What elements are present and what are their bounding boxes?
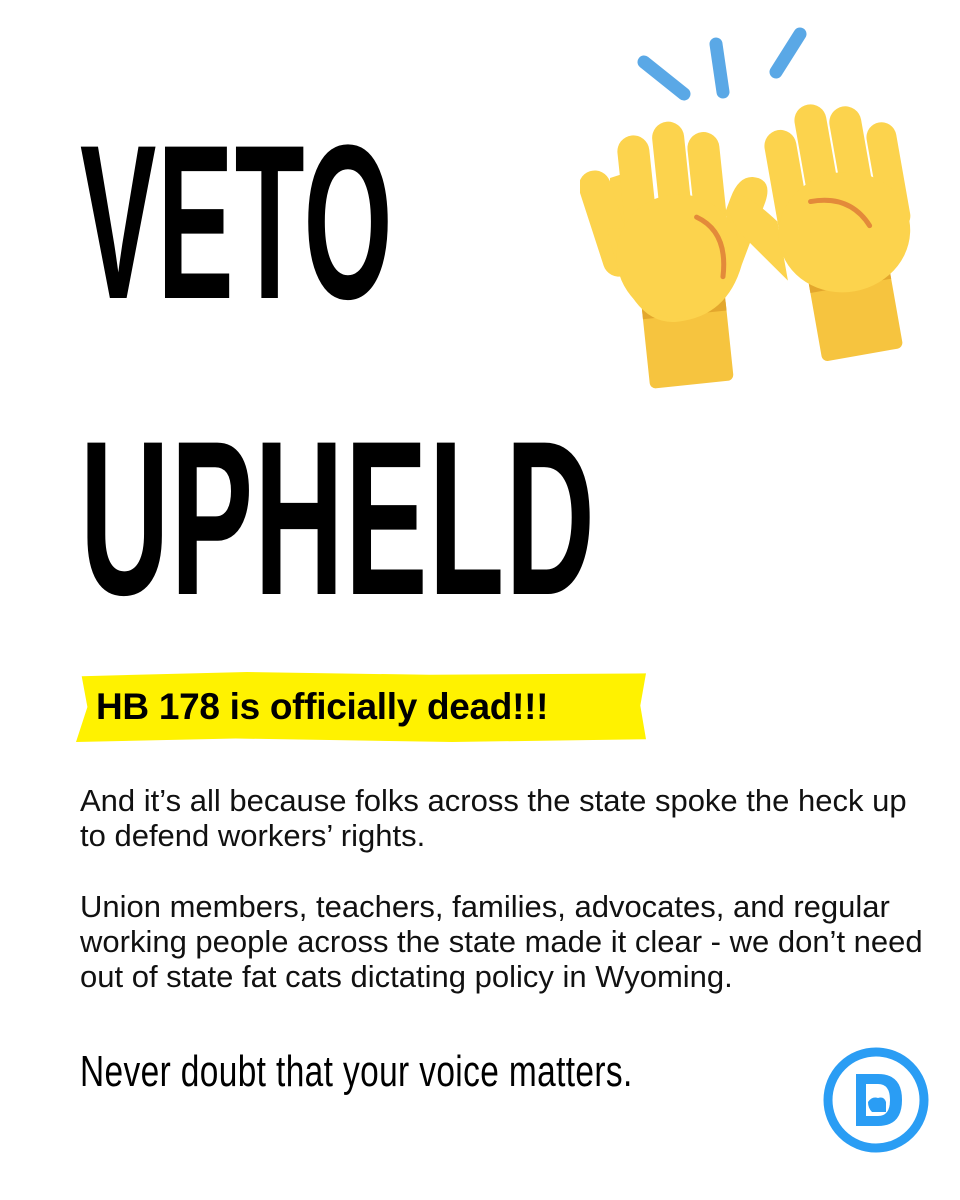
headline-upheld: UPHELD [80,395,596,641]
raising-hands-icon [580,20,940,390]
headline-veto: VETO [80,99,394,345]
body-paragraph-1: And it’s all because folks across the state spoke the heck up to defend workers’ rights. [80,783,907,853]
highlight-text: HB 178 is officially dead!!! [96,686,549,727]
democratic-party-logo-icon [822,1046,930,1154]
tagline: Never doubt that your voice matters. [80,1047,633,1096]
body-paragraph-2: Union members, teachers, families, advocates, and regular working people across the state made it clear - we don’t need out of state fat cats dictating policy in Wyoming. [80,889,923,994]
